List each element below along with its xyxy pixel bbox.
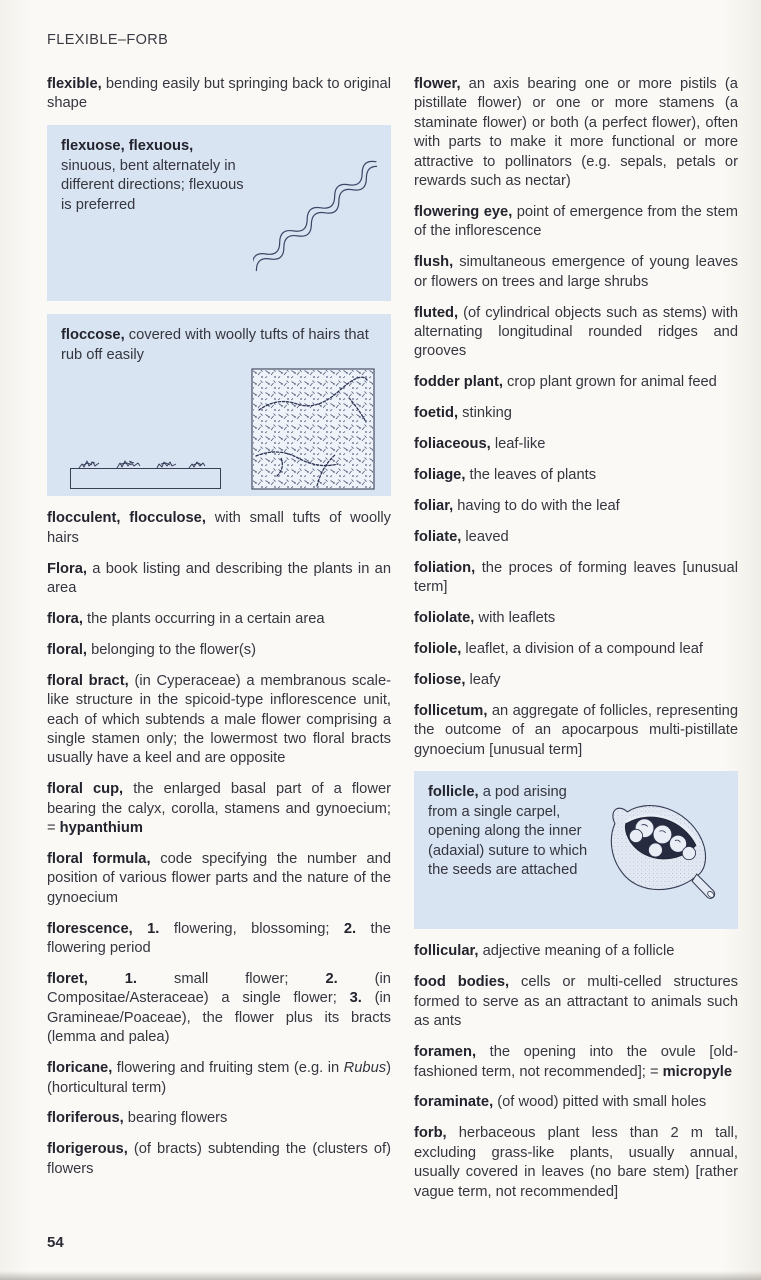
definition-text: the proces of forming leaves [unusual term] xyxy=(414,559,738,596)
definition-text: small flower; xyxy=(173,971,326,988)
term-text: foramen, xyxy=(414,1044,490,1061)
floccose-surface-side-view-illustration xyxy=(69,438,227,490)
term-text: food bodies, xyxy=(414,974,522,991)
definition-text: the plants occurring in a certain area xyxy=(87,610,325,627)
term-text: floret, xyxy=(47,971,125,988)
term-text: micropyle xyxy=(662,1063,732,1080)
definition-text: (in Compositae/Asteraceae) a single flower; xyxy=(47,971,391,1007)
entry-follicular xyxy=(414,942,738,961)
term-text: foliate, xyxy=(414,528,466,545)
entry-forb xyxy=(414,1124,738,1202)
definition-text: sinuous, bent alternately in different directions; flexuous is preferred xyxy=(61,157,244,213)
definition-text: leaflet, a division of a compound leaf xyxy=(465,640,704,657)
definition-text: (of wood) pitted with small holes xyxy=(497,1094,707,1111)
definition-text: crop plant grown for animal feed xyxy=(507,374,717,391)
definition-text: flowering, blossoming; xyxy=(173,920,344,937)
term-text: foliose, xyxy=(414,671,470,688)
definition-text: ) (horticultural term) xyxy=(47,1060,391,1096)
term-text: floral bract, xyxy=(47,672,135,689)
entry-food-bodies xyxy=(414,973,738,1031)
entry-fluted xyxy=(414,304,738,362)
definition-text: a pod arising from a single carpel, opening along the inner (adaxial) suture to which the seeds are attached xyxy=(428,784,588,879)
term-text: floral formula, xyxy=(47,851,161,867)
term-text: follicular, xyxy=(414,943,483,960)
definition-text: (in Gramineae/Poaceae), the flower plus its bracts (lemma and palea) xyxy=(47,990,391,1046)
entry-foliar xyxy=(414,497,738,516)
term-text: floriferous, xyxy=(47,1110,128,1127)
definition-box-flexuose xyxy=(47,125,391,301)
definition-text: flowering and fruiting stem (e.g. in xyxy=(116,1060,344,1077)
definition-text: leaved xyxy=(465,528,509,545)
entry-foliose xyxy=(414,671,738,690)
entry-foliole xyxy=(414,640,738,659)
term-text: flexible, xyxy=(47,76,106,92)
box-definition-text xyxy=(61,137,253,289)
entry-florigerous xyxy=(47,1140,391,1179)
definition-text: (of cylindrical objects such as stems) with alternating longitudinal rounded ridges and grooves xyxy=(414,304,739,360)
entry-fodder-plant xyxy=(414,373,738,392)
definition-text: bending easily but springing back to original shape xyxy=(47,76,391,112)
term-text: foliation, xyxy=(414,559,482,576)
term-text: 2. xyxy=(325,971,375,988)
term-text: flower, xyxy=(414,76,469,92)
definition-text: herbaceous plant less than 2 m tall, excluding grass-like plants, usually annual, usually covered in leaves (no bare stem) [rather vague term, not recommended] xyxy=(414,1125,738,1200)
floccose-illustrations xyxy=(61,368,377,490)
right-column xyxy=(414,75,738,1213)
page-edge-shadow xyxy=(0,1271,761,1280)
floccose-texture-patch-illustration xyxy=(251,368,375,490)
entry-foetid xyxy=(414,404,738,423)
definition-box-floccose xyxy=(47,314,391,496)
term-text: flowering eye, xyxy=(414,203,517,220)
entry-flowering-eye xyxy=(414,203,738,242)
definition-text: belonging to the flower(s) xyxy=(91,641,256,658)
definition-text: an aggregate of follicles, representing the outcome of an apocarpous multi-pistillate gynoecium [unusual term] xyxy=(414,702,739,758)
term-text: foliole, xyxy=(414,640,466,657)
term-text: flora, xyxy=(47,610,87,627)
definition-text: leaf-like xyxy=(494,436,546,453)
definition-text: (in Cyperaceae) a membranous scale-like structure in the spicoid-type inflorescence unit, each of which subtends a male flower comprising a single stamen only; the lowermost two floral bracts usually have a keel and are opposite xyxy=(47,672,391,767)
term-text: follicetum, xyxy=(414,702,492,719)
left-column xyxy=(47,75,391,1191)
definition-text: with small tufts of woolly hairs xyxy=(47,510,391,546)
term-text: hypanthium xyxy=(59,820,143,837)
term-text: flexuose, flexuous, xyxy=(61,138,194,155)
definition-text: a book listing and describing the plants in an area xyxy=(47,560,391,597)
follicle-pod-illustration xyxy=(590,783,724,917)
definition-text: (of bracts) subtending the (clusters of) flowers xyxy=(47,1141,391,1177)
term-text: floccose, xyxy=(61,327,129,344)
definition-text: point of emergence from the stem of the inflorescence xyxy=(414,203,738,240)
term-text: 2. xyxy=(343,920,371,937)
entry-foliation xyxy=(414,559,738,598)
term-text: 1. xyxy=(124,971,174,988)
definition-text: with leaflets xyxy=(478,610,556,627)
term-text: floricane, xyxy=(47,1060,117,1077)
definition-text: an axis bearing one or more pistils (a pistillate flower) or one or more stamens (a staminate flower) or both (a perfect flower), often with parts to make it more functional or more attractive to pollinators (e.g. sepals, petals or rewards such as nectar) xyxy=(414,76,738,190)
definition-text: the enlarged basal part of a flower bearing the calyx, corolla, stamens and gynoecium; = xyxy=(47,781,392,837)
entry-follicetum xyxy=(414,702,738,760)
entry-floral-formula xyxy=(47,850,391,908)
term-text: 3. xyxy=(349,990,375,1007)
entry-flower xyxy=(414,75,738,191)
term-text: floral, xyxy=(47,641,92,658)
entry-flocculent xyxy=(47,509,391,548)
term-text: foliar, xyxy=(414,497,458,514)
entry-foliaceous xyxy=(414,435,738,454)
term-text: fluted, xyxy=(414,304,464,321)
term-text: foliaceous, xyxy=(414,436,495,453)
box-definition-text xyxy=(428,783,590,880)
definition-text: bearing flowers xyxy=(127,1110,228,1127)
term-text: florigerous, xyxy=(47,1141,134,1158)
term-text: foetid, xyxy=(414,405,463,422)
entry-flora xyxy=(47,610,391,629)
entry-floral xyxy=(47,641,391,660)
definition-text: covered with woolly tufts of hairs that rub off easily xyxy=(61,327,369,363)
definition-text: leafy xyxy=(469,671,501,688)
entry-floral-cup xyxy=(47,780,391,838)
entry-flush xyxy=(414,253,738,292)
term-text: foliolate, xyxy=(414,610,479,627)
definition-box-follicle xyxy=(414,771,738,929)
entry-foliage xyxy=(414,466,738,485)
definition-text: simultaneous emergence of young leaves or flowers on trees and large shrubs xyxy=(414,254,738,290)
entry-foliolate xyxy=(414,609,738,628)
definition-text: the opening into the ovule [old-fashioned term, not recommended]; = xyxy=(414,1044,738,1080)
definition-text: adjective meaning of a follicle xyxy=(482,943,675,960)
definition-text: stinking xyxy=(462,405,512,422)
entry-foramen xyxy=(414,1043,738,1082)
term-text: florescence, xyxy=(47,920,148,937)
running-head: FLEXIBLE–FORB xyxy=(47,32,169,48)
term-text: flocculent, flocculose, xyxy=(47,510,215,527)
entry-floret xyxy=(47,970,391,1048)
entry-flexible xyxy=(47,75,391,114)
term-text: foliage, xyxy=(414,467,470,483)
entry-foraminate xyxy=(414,1093,738,1112)
entry-floriferous xyxy=(47,1109,391,1128)
term-text: follicle, xyxy=(428,784,483,801)
wavy-sinuous-line-illustration xyxy=(253,141,377,291)
term-text: forb, xyxy=(414,1125,459,1142)
definition-text: the flowering period xyxy=(47,920,391,957)
entry-flora-book xyxy=(47,560,391,599)
entry-florescence xyxy=(47,920,391,959)
definition-text: having to do with the leaf xyxy=(457,497,620,514)
term-text: floral cup, xyxy=(47,781,134,798)
term-text: 1. xyxy=(147,920,174,937)
entry-floricane xyxy=(47,1059,391,1098)
latin-name-text: Rubus xyxy=(343,1060,387,1077)
term-text: Flora, xyxy=(47,560,93,577)
definition-text: the leaves of plants xyxy=(469,467,597,483)
term-text: fodder plant, xyxy=(414,374,508,391)
entry-floral-bract xyxy=(47,672,391,769)
box-definition-text xyxy=(61,326,377,365)
term-text: flush, xyxy=(414,254,460,271)
definition-text: code specifying the number and position of various flower parts and the nature of the gynoecium xyxy=(47,851,391,906)
page-number: 54 xyxy=(47,1234,64,1251)
term-text: foraminate, xyxy=(414,1094,498,1111)
entry-foliate xyxy=(414,528,738,547)
definition-text: cells or multi-celled structures formed to serve as an attractant to animals such as ants xyxy=(414,974,738,1030)
